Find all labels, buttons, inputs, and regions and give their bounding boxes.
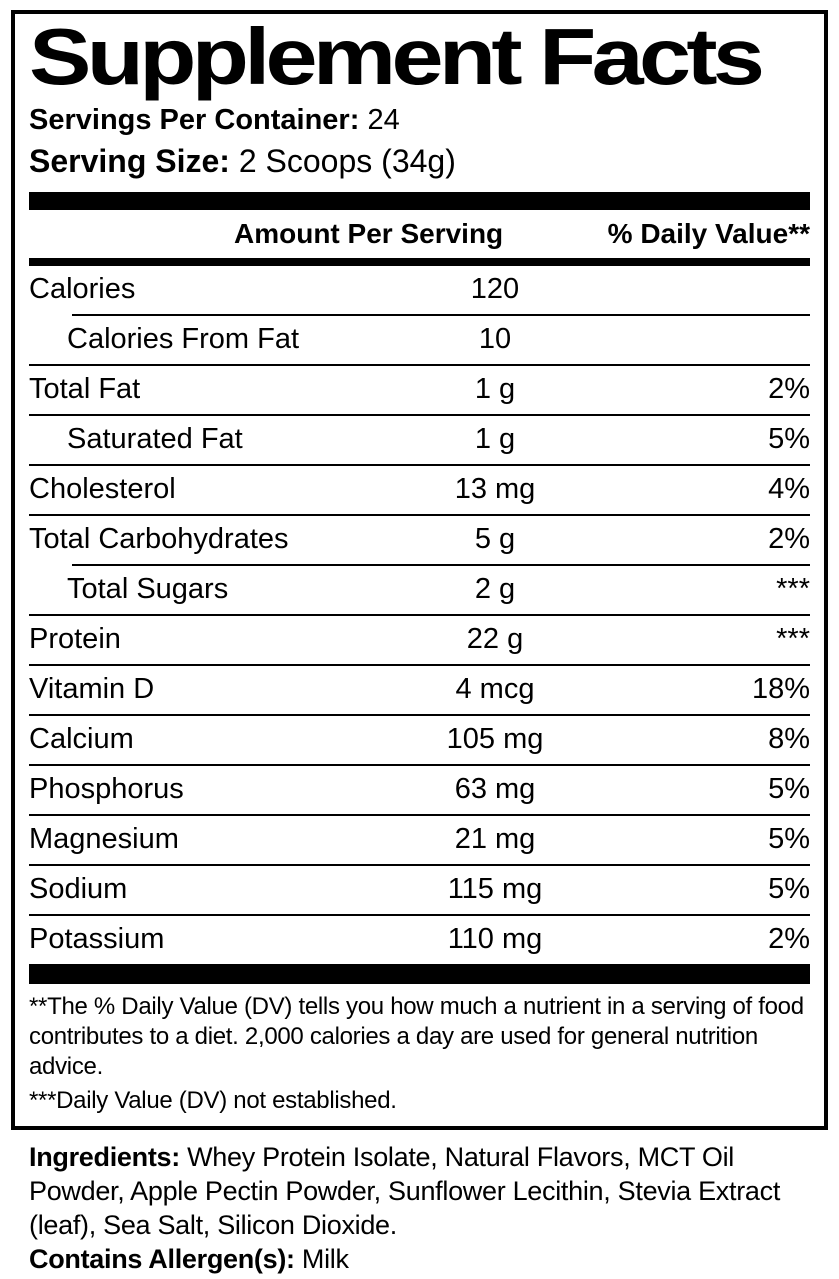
allergen-line	[29, 1242, 810, 1276]
nutrient-name: Phosphorus	[29, 773, 184, 806]
table-row-calories	[29, 266, 810, 314]
table-row-cholesterol	[29, 466, 810, 514]
not-established-footnote: ***Daily Value (DV) not established.	[29, 1086, 397, 1114]
table-row-calcium	[29, 716, 810, 764]
nutrient-amount: 105 mg	[446, 723, 544, 756]
nutrient-dv: ***	[776, 573, 810, 606]
nutrient-amount: 110 mg	[447, 923, 543, 956]
nutrient-amount: 4 mcg	[455, 673, 535, 706]
allergen-label: Contains Allergen(s):	[29, 1243, 295, 1274]
nutrient-name: Calories	[29, 273, 136, 306]
nutrient-dv: 5%	[768, 423, 810, 456]
nutrient-dv: 5%	[768, 823, 810, 856]
nutrient-amount: 115 mg	[447, 873, 543, 906]
table-row-potassium	[29, 916, 810, 964]
nutrient-amount: 1 g	[474, 423, 516, 456]
serving-size	[29, 141, 810, 181]
table-row-saturated-fat	[29, 416, 810, 464]
nutrient-amount: 2 g	[474, 573, 516, 606]
nutrient-amount: 10	[478, 323, 512, 356]
serving-size-label: Serving Size:	[29, 142, 230, 179]
bottom-separator-bar	[29, 964, 810, 984]
supplement-facts-panel	[11, 10, 828, 1130]
daily-value-header: % Daily Value**	[607, 217, 810, 249]
nutrient-amount: 63 mg	[454, 773, 536, 806]
ingredients-list: Whey Protein Isolate, Natural Flavors, MCT Oil Powder, Apple Pectin Powder, Sunflower Lecithin, Stevia Extract (leaf), Sea Salt, Silicon Dioxide.	[29, 1141, 781, 1240]
nutrient-dv: 2%	[768, 523, 810, 556]
nutrient-name: Magnesium	[29, 823, 179, 856]
table-column-header	[29, 210, 810, 258]
nutrient-dv: 18%	[751, 673, 810, 706]
nutrient-dv: 5%	[768, 773, 810, 806]
allergen-value: Milk	[301, 1243, 349, 1274]
nutrient-name: Saturated Fat	[67, 423, 243, 456]
nutrient-name: Total Sugars	[67, 573, 229, 606]
nutrient-amount: 22 g	[466, 623, 524, 656]
amount-per-serving-header: Amount Per Serving	[234, 217, 504, 249]
panel-title: Supplement Facts	[29, 12, 761, 101]
nutrient-name: Protein	[29, 623, 121, 656]
nutrient-dv: 5%	[768, 873, 810, 906]
nutrient-amount: 5 g	[474, 523, 516, 556]
nutrient-dv: ***	[776, 623, 810, 656]
nutrient-name: Calcium	[29, 723, 134, 756]
ingredients-line	[29, 1140, 810, 1242]
servings-per-container	[29, 102, 810, 138]
nutrient-amount: 1 g	[474, 373, 516, 406]
ingredients-label: Ingredients:	[29, 1141, 180, 1172]
table-row-calories-from-fat	[29, 316, 810, 364]
nutrient-name: Cholesterol	[29, 473, 176, 506]
nutrient-name: Potassium	[29, 923, 165, 956]
panel-title-wrap	[29, 12, 810, 101]
nutrient-dv: 2%	[768, 373, 810, 406]
table-row-vitamin-d	[29, 666, 810, 714]
ingredients-section	[0, 1130, 839, 1276]
daily-value-footnote: **The % Daily Value (DV) tells you how much a nutrient in a serving of food contributes to a diet. 2,000 calories a day are used for general nutrition advice.	[29, 992, 804, 1080]
table-row-phosphorus	[29, 766, 810, 814]
serving-size-value: 2 Scoops (34g)	[238, 142, 456, 179]
table-row-magnesium	[29, 816, 810, 864]
table-row-total-sugars	[29, 566, 810, 614]
nutrient-dv: 4%	[768, 473, 810, 506]
nutrient-amount: 21 mg	[454, 823, 536, 856]
nutrient-name: Calories From Fat	[67, 323, 300, 356]
table-row-protein	[29, 616, 810, 664]
servings-per-container-label: Servings Per Container:	[29, 103, 360, 136]
table-row-sodium	[29, 866, 810, 914]
table-row-total-carbohydrates	[29, 516, 810, 564]
nutrient-name: Vitamin D	[29, 673, 155, 706]
nutrient-dv: 8%	[768, 723, 810, 756]
top-separator-bar	[29, 192, 810, 210]
nutrient-name: Total Fat	[29, 373, 141, 406]
footnotes	[29, 984, 810, 1126]
nutrient-amount: 13 mg	[454, 473, 536, 506]
servings-per-container-value: 24	[367, 103, 400, 136]
nutrient-amount: 120	[470, 273, 520, 306]
nutrient-dv: 2%	[768, 923, 810, 956]
nutrient-name: Total Carbohydrates	[29, 523, 289, 556]
nutrient-name: Sodium	[29, 873, 128, 906]
header-rule	[29, 258, 810, 266]
table-row-total-fat	[29, 366, 810, 414]
